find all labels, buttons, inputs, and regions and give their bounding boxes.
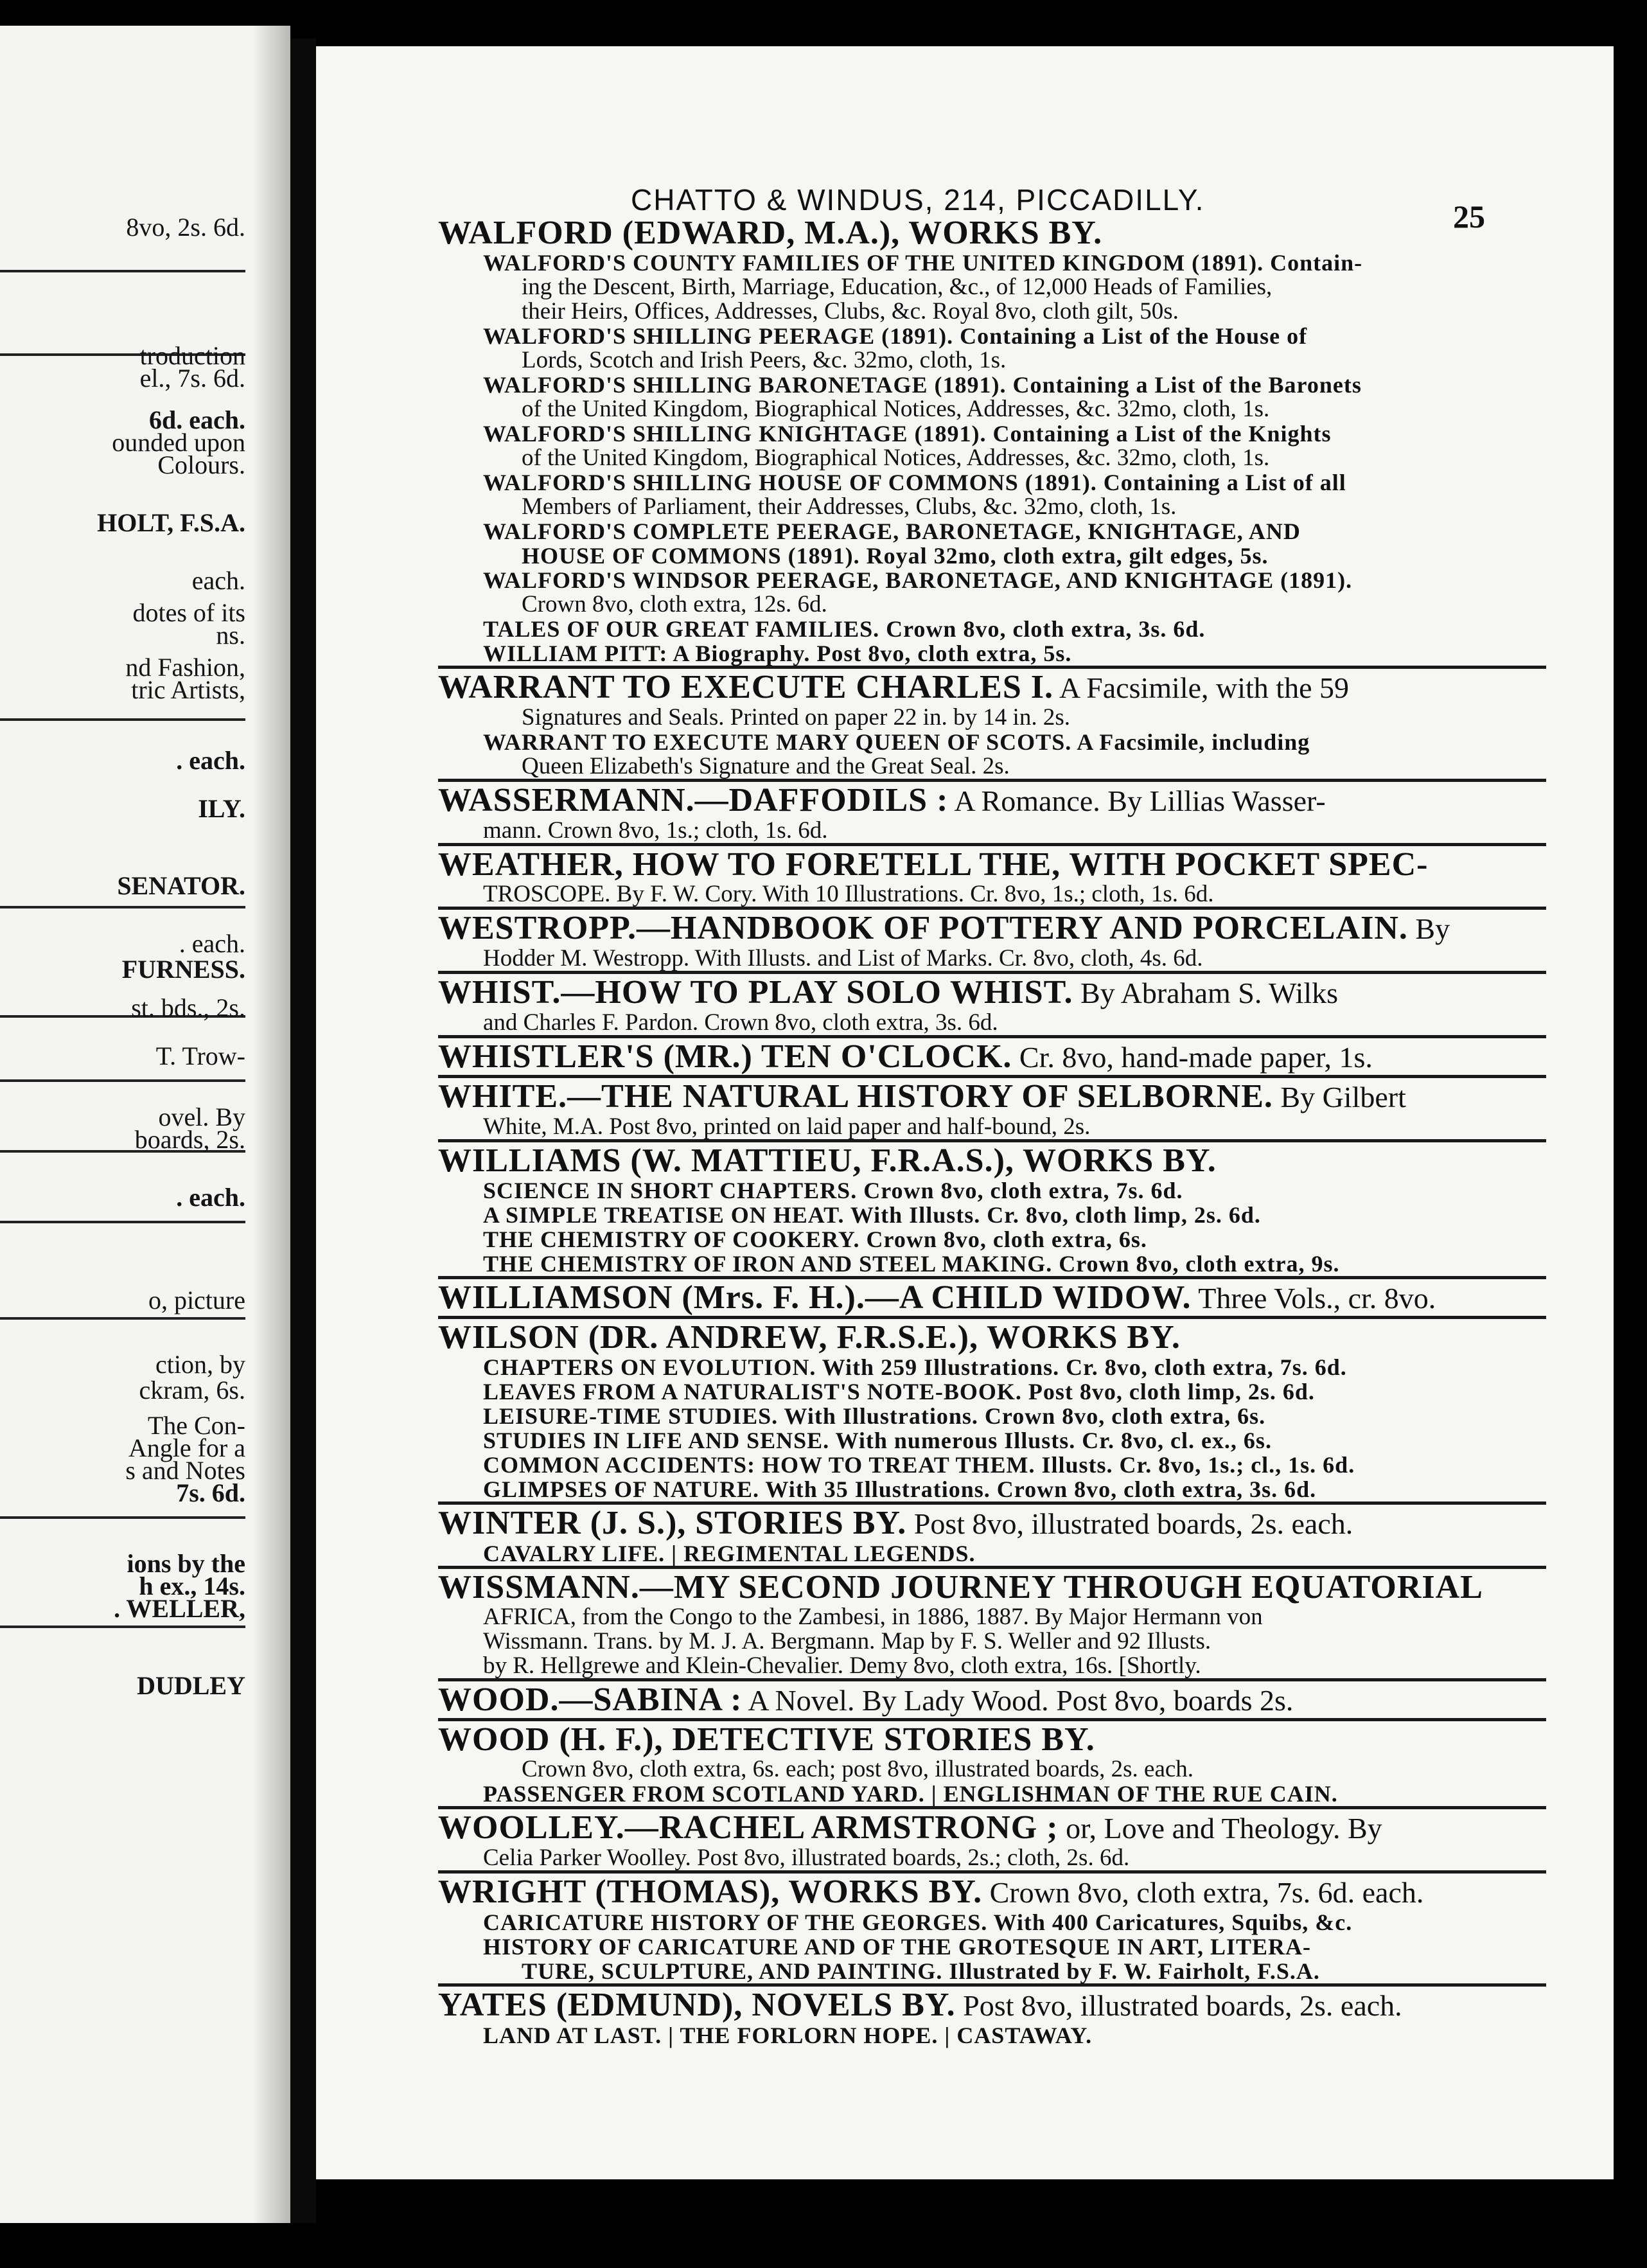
left-page-fragment: 6d. each. [149, 405, 245, 434]
catalogue-entry [438, 1566, 1546, 1678]
entry-heading [438, 1280, 1546, 1316]
catalogue-entry [438, 1870, 1546, 1983]
entry-line: HISTORY OF CARICATURE AND OF THE GROTESQUE IN ART, LITERA- [483, 1934, 1312, 1960]
entry-heading [438, 1570, 1546, 1605]
entry-line: WALFORD'S COMPLETE PEERAGE, BARONETAGE, KNIGHTAGE, AND [483, 518, 1301, 544]
entry-line: WALFORD'S SHILLING PEERAGE (1891). Containing a List of the House of [483, 323, 1308, 349]
entry-heading-detail: A Facsimile, with the 59 [1053, 671, 1350, 704]
left-page-fragment: nd Fashion, [125, 653, 245, 682]
entry-heading-detail: Crown 8vo, cloth extra, 7s. 6d. each. [982, 1876, 1424, 1909]
entry-line: and Charles F. Pardon. Crown 8vo, cloth extra, 3s. 6d. [483, 1009, 998, 1036]
catalogue-entry [438, 1035, 1546, 1075]
entry-heading-detail: By [1407, 912, 1450, 945]
entry-line: TURE, SCULPTURE, AND PAINTING. Illustrated by F. W. Fairholt, F.S.A. [522, 1958, 1320, 1984]
left-facing-page [0, 26, 290, 2223]
entry-heading-detail: A Novel. By Lady Wood. Post 8vo, boards 2s. [742, 1684, 1294, 1717]
entry-line: LEISURE-TIME STUDIES. With Illustrations. Crown 8vo, cloth extra, 6s. [483, 1403, 1266, 1429]
entry-line: CARICATURE HISTORY OF THE GEORGES. With 400 Caricatures, Squibs, &c. [483, 1909, 1353, 1935]
left-page-fragment: o, picture [148, 1286, 245, 1315]
entry-heading [438, 1811, 1546, 1846]
entry-heading-title: WESTROPP.—HANDBOOK OF POTTERY AND PORCELAIN. [438, 910, 1408, 946]
entry-line: CHAPTERS ON EVOLUTION. With 259 Illustrations. Cr. 8vo, cloth extra, 7s. 6d. [483, 1354, 1347, 1380]
entry-heading-detail: By Abraham S. Wilks [1073, 977, 1339, 1009]
left-page-fragment: Angle for a [128, 1433, 245, 1462]
entry-line: TROSCOPE. By F. W. Cory. With 10 Illustrations. Cr. 8vo, 1s.; cloth, 1s. 6d. [483, 881, 1214, 907]
entry-heading-title: WOOD (H. F.), DETECTIVE STORIES BY. [438, 1721, 1095, 1758]
entry-line: HOUSE OF COMMONS (1891). Royal 32mo, cloth extra, gilt edges, 5s. [522, 543, 1269, 569]
left-page-fragment: . WELLER, [114, 1594, 245, 1623]
entry-heading-detail: or, Love and Theology. By [1058, 1812, 1382, 1845]
left-page-rule [0, 270, 245, 272]
left-page-fragment: The Con- [147, 1411, 245, 1440]
entry-heading-title: WILLIAMSON (Mrs. F. H.).—A CHILD WIDOW. [438, 1279, 1192, 1316]
left-page-rule [0, 1221, 245, 1223]
left-page-fragment: ILY. [198, 794, 245, 823]
entry-heading [438, 911, 1546, 946]
entry-line: of the United Kingdom, Biographical Notices, Addresses, &c. 32mo, cloth, 1s. [522, 445, 1270, 471]
entry-line: Crown 8vo, cloth extra, 12s. 6d. [522, 591, 827, 617]
catalogue-entry [438, 1983, 1546, 2048]
catalogue-entry [438, 779, 1546, 843]
left-page-fragment: . each. [179, 929, 245, 958]
entry-heading [438, 1079, 1546, 1115]
page-curl-shadow [252, 26, 290, 2223]
entry-line: WALFORD'S SHILLING KNIGHTAGE (1891). Containing a List of the Knights [483, 421, 1332, 447]
entry-heading-title: WHITE.—THE NATURAL HISTORY OF SELBORNE. [438, 1078, 1273, 1115]
entry-line: TALES OF OUR GREAT FAMILIES. Crown 8vo, cloth extra, 3s. 6d. [483, 616, 1206, 642]
entry-heading-detail: Cr. 8vo, hand-made paper, 1s. [1012, 1041, 1373, 1074]
entry-heading [438, 1506, 1546, 1541]
left-page-fragment: ounded upon [112, 428, 245, 457]
entry-heading [438, 975, 1546, 1011]
left-page-fragment: FURNESS. [121, 955, 245, 984]
entry-line: SCIENCE IN SHORT CHAPTERS. Crown 8vo, cloth extra, 7s. 6d. [483, 1178, 1183, 1203]
catalogue-entry [438, 1678, 1546, 1718]
left-page-fragment: troduction [139, 341, 245, 370]
entry-heading-title: WOOLLEY.—RACHEL ARMSTRONG ; [438, 1809, 1059, 1846]
catalogue-entries [438, 215, 1546, 2048]
catalogue-entry [438, 971, 1546, 1035]
page-number: 25 [1453, 199, 1485, 235]
entry-line: of the United Kingdom, Biographical Notices, Addresses, &c. 32mo, cloth, 1s. [522, 396, 1270, 422]
left-page-fragment: h ex., 14s. [139, 1572, 245, 1600]
entry-line: mann. Crown 8vo, 1s.; cloth, 1s. 6d. [483, 817, 828, 844]
entry-line: Signatures and Seals. Printed on paper 22 in. by 14 in. 2s. [522, 704, 1070, 731]
entry-heading-detail: By Gilbert [1273, 1081, 1406, 1113]
entry-heading [438, 847, 1546, 882]
entry-line: WALFORD'S SHILLING HOUSE OF COMMONS (1891). Containing a List of all [483, 470, 1346, 495]
entry-line: COMMON ACCIDENTS: HOW TO TREAT THEM. Illusts. Cr. 8vo, 1s.; cl., 1s. 6d. [483, 1452, 1355, 1478]
entry-heading-title: WINTER (J. S.), STORIES BY. [438, 1505, 907, 1541]
entry-line: LAND AT LAST. | THE FORLORN HOPE. | CASTAWAY. [483, 2023, 1093, 2048]
entry-line: ing the Descent, Birth, Marriage, Education, &c., of 12,000 Heads of Families, [522, 274, 1273, 300]
entry-line: WALFORD'S SHILLING BARONETAGE (1891). Containing a List of the Baronets [483, 372, 1362, 398]
catalogue-entry [438, 1316, 1546, 1502]
left-page-fragment: DUDLEY [137, 1671, 245, 1700]
entry-line: by R. Hellgrewe and Klein-Chevalier. Demy 8vo, cloth extra, 16s. [Shortly. [483, 1652, 1201, 1679]
entry-line: THE CHEMISTRY OF IRON AND STEEL MAKING. Crown 8vo, cloth extra, 9s. [483, 1251, 1340, 1277]
entry-heading-title: WHIST.—HOW TO PLAY SOLO WHIST. [438, 974, 1073, 1011]
entry-line: Celia Parker Woolley. Post 8vo, illustrated boards, 2s.; cloth, 2s. 6d. [483, 1845, 1130, 1871]
left-page-rule [0, 1516, 245, 1519]
entry-line: LEAVES FROM A NATURALIST'S NOTE-BOOK. Post 8vo, cloth limp, 2s. 6d. [483, 1379, 1315, 1404]
entry-heading [438, 216, 1546, 251]
catalogue-entry [438, 1276, 1546, 1316]
left-page-rule [0, 906, 245, 908]
entry-heading [438, 1988, 1546, 2023]
left-page-fragment: HOLT, F.S.A. [97, 508, 245, 537]
entry-line: Wissmann. Trans. by M. J. A. Bergmann. Map by F. S. Weller and 92 Illusts. [483, 1628, 1211, 1654]
catalogue-entry [438, 907, 1546, 971]
left-page-fragment: Colours. [157, 450, 245, 479]
entry-heading-title: WISSMANN.—MY SECOND JOURNEY THROUGH EQUATORIAL [438, 1569, 1483, 1606]
entry-line: WALFORD'S COUNTY FAMILIES OF THE UNITED KINGDOM (1891). Contain- [483, 250, 1363, 276]
entry-heading-title: WEATHER, HOW TO FORETELL THE, WITH POCKET SPEC- [438, 846, 1429, 883]
left-page-fragment: ions by the [127, 1549, 245, 1578]
catalogue-entry [438, 843, 1546, 907]
left-page-rule [0, 718, 245, 721]
entry-line: PASSENGER FROM SCOTLAND YARD. | ENGLISHMAN OF THE RUE CAIN. [483, 1781, 1338, 1807]
entry-heading [438, 1723, 1546, 1757]
entry-heading-title: YATES (EDMUND), NOVELS BY. [438, 1987, 956, 2023]
entry-heading [438, 1040, 1546, 1075]
left-page-fragment: . each. [176, 1183, 245, 1212]
catalogue-entry [438, 1806, 1546, 1870]
left-page-fragment: ns. [216, 621, 245, 650]
left-page-fragment: dotes of its [132, 598, 245, 627]
entry-line: WARRANT TO EXECUTE MARY QUEEN OF SCOTS. A Facsimile, including [483, 729, 1310, 755]
entry-heading-title: WALFORD (EDWARD, M.A.), WORKS BY. [438, 215, 1103, 251]
entry-heading-title: WOOD.—SABINA : [438, 1681, 743, 1718]
catalogue-entry [438, 1502, 1546, 1566]
entry-heading-detail: Post 8vo, illustrated boards, 2s. each. [955, 1989, 1402, 2022]
entry-line: WALFORD'S WINDSOR PEERAGE, BARONETAGE, AND KNIGHTAGE (1891). [483, 567, 1353, 593]
entry-line: their Heirs, Offices, Addresses, Clubs, &c. Royal 8vo, cloth gilt, 50s. [522, 298, 1179, 324]
left-page-fragment: each. [191, 566, 245, 595]
left-page-fragment: st. bds., 2s. [131, 993, 245, 1022]
entry-line: Queen Elizabeth's Signature and the Great Seal. 2s. [522, 753, 1010, 779]
entry-heading-title: WARRANT TO EXECUTE CHARLES I. [438, 669, 1054, 705]
left-page-rule [0, 1626, 245, 1628]
left-page-fragment: ction, by [155, 1350, 245, 1379]
entry-line: AFRICA, from the Congo to the Zambesi, in 1886, 1887. By Major Hermann von [483, 1604, 1263, 1630]
entry-heading [438, 1875, 1546, 1910]
left-page-fragment: ckram, 6s. [139, 1376, 245, 1404]
entry-line: White, M.A. Post 8vo, printed on laid paper and half-bound, 2s. [483, 1113, 1091, 1140]
entry-line: THE CHEMISTRY OF COOKERY. Crown 8vo, cloth extra, 6s. [483, 1227, 1147, 1252]
entry-heading-title: WHISTLER'S (MR.) TEN O'CLOCK. [438, 1038, 1012, 1075]
entry-line: Members of Parliament, their Addresses, Clubs, &c. 32mo, cloth, 1s. [522, 493, 1177, 520]
entry-line: STUDIES IN LIFE AND SENSE. With numerous Illusts. Cr. 8vo, cl. ex., 6s. [483, 1428, 1272, 1453]
entry-heading [438, 1144, 1546, 1178]
left-page-fragment: 8vo, 2s. 6d. [126, 213, 245, 242]
entry-heading [438, 670, 1546, 705]
entry-heading-detail: Post 8vo, illustrated boards, 2s. each. [906, 1507, 1353, 1540]
entry-line: GLIMPSES OF NATURE. With 35 Illustrations. Crown 8vo, cloth extra, 3s. 6d. [483, 1476, 1317, 1502]
left-page-fragment: . each. [176, 746, 245, 775]
entry-heading-title: WASSERMANN.—DAFFODILS : [438, 782, 949, 819]
catalogue-entry [438, 215, 1546, 666]
entry-heading-title: WILLIAMS (W. MATTIEU, F.R.A.S.), WORKS BY. [438, 1142, 1217, 1179]
entry-heading-title: WILSON (DR. ANDREW, F.R.S.E.), WORKS BY. [438, 1319, 1181, 1356]
catalogue-entry [438, 1139, 1546, 1276]
entry-heading [438, 1683, 1546, 1718]
running-title: CHATTO & WINDUS, 214, PICCADILLY. [631, 183, 1205, 217]
left-page-fragment: SENATOR. [117, 871, 245, 900]
entry-heading-detail: A Romance. By Lillias Wasser- [948, 784, 1326, 817]
entry-heading [438, 783, 1546, 819]
left-page-fragment: tric Artists, [131, 675, 245, 704]
left-page-fragment: T. Trow- [155, 1041, 245, 1070]
book-gutter [290, 39, 316, 2223]
left-page-fragment: 7s. 6d. [176, 1478, 245, 1507]
entry-line: Lords, Scotch and Irish Peers, &c. 32mo, cloth, 1s. [522, 347, 1007, 373]
left-page-fragment: ovel. By [158, 1103, 245, 1131]
entry-line: CAVALRY LIFE. | REGIMENTAL LEGENDS. [483, 1541, 976, 1566]
right-page [316, 46, 1614, 2179]
catalogue-entry [438, 1075, 1546, 1139]
entry-line: A SIMPLE TREATISE ON HEAT. With Illusts. Cr. 8vo, cloth limp, 2s. 6d. [483, 1202, 1261, 1228]
catalogue-entry [438, 1718, 1546, 1806]
entry-line: Crown 8vo, cloth extra, 6s. each; post 8vo, illustrated boards, 2s. each. [522, 1756, 1194, 1782]
left-page-fragment: s and Notes [125, 1456, 245, 1485]
entry-heading-title: WRIGHT (THOMAS), WORKS BY. [438, 1874, 983, 1910]
entry-line: Hodder M. Westropp. With Illusts. and List of Marks. Cr. 8vo, cloth, 4s. 6d. [483, 945, 1203, 971]
left-page-fragment: el., 7s. 6d. [139, 364, 245, 393]
entry-line: WILLIAM PITT: A Biography. Post 8vo, cloth extra, 5s. [483, 641, 1072, 666]
entry-heading-detail: Three Vols., cr. 8vo. [1191, 1282, 1436, 1315]
left-page-rule [0, 1317, 245, 1320]
left-page-rule [0, 1079, 245, 1082]
catalogue-entry [438, 666, 1546, 779]
left-page-fragment: boards, 2s. [134, 1125, 245, 1154]
entry-heading [438, 1320, 1546, 1355]
